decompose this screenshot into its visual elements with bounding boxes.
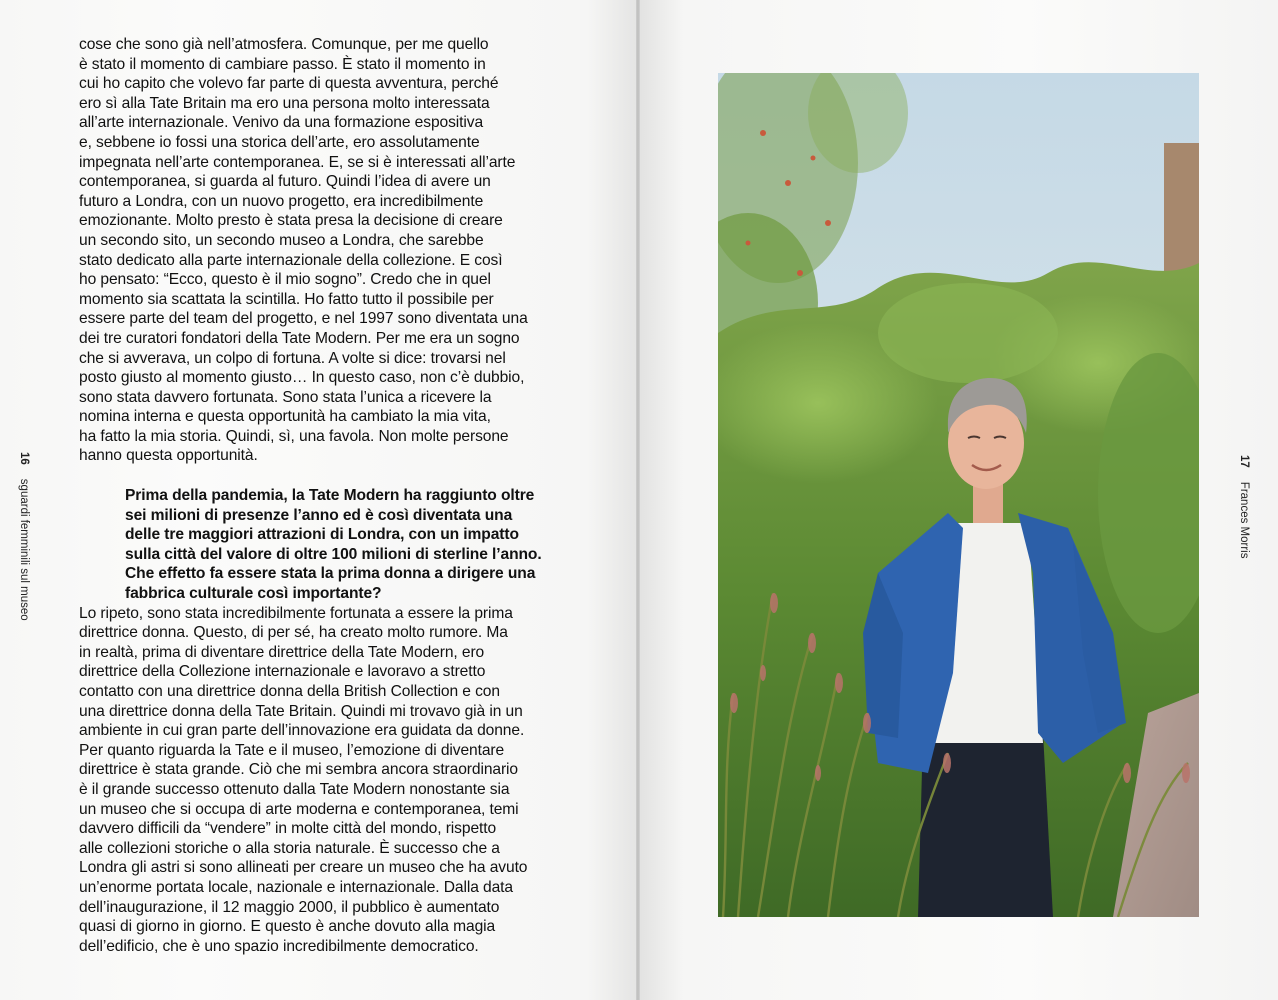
answer-line: direttrice è stata grande. Ciò che mi sembra ancora straordinario [79,761,518,779]
question-line: delle tre maggiori attrazioni di Londra, con un impatto [125,526,519,544]
answer-line: un museo che si occupa di arte moderna e contemporanea, temi [79,800,519,818]
answer-line: ha fatto la mia storia. Quindi, sì, una favola. Non molte persone [79,427,509,445]
answer-line: emozionante. Molto presto è stata presa la decisione di creare [79,212,503,230]
answer-line: hanno questa opportunità. [79,447,258,465]
answer-line: contemporanea, si guarda al futuro. Quindi l’idea di avere un [79,173,491,191]
answer-line: ho pensato: “Ecco, questo è il mio sogno”. Credo che in quel [79,271,491,289]
answer-line: un secondo sito, un secondo museo a Londra, che sarebbe [79,231,484,249]
answer-line: essere parte del team del progetto, e nel 1997 sono diventata una [79,310,528,328]
answer-paragraph-1 [79,35,569,466]
right-running-title: Frances Morris [1238,481,1250,559]
answer-line: Londra gli astri si sono allineati per creare un museo che ha avuto [79,859,528,877]
question-line: sei milioni di presenze l’anno ed è così diventata una [125,506,513,524]
answer-line: una direttrice donna della Tate Britain. Quindi mi trovavo già in un [79,702,523,720]
answer-line: quasi di giorno in giorno. E questo è anche dovuto alla magia [79,918,496,936]
answer-line: dell’inaugurazione, il 12 maggio 2000, il pubblico è aumentato [79,898,500,916]
answer-line: ero sì alla Tate Britain ma ero una persona molto interessata [79,94,490,112]
question-line: Prima della pandemia, la Tate Modern ha raggiunto oltre [125,487,535,505]
answer-line: cose che sono già nell’atmosfera. Comunque, per me quello [79,36,489,53]
right-page [639,0,1278,1000]
left-page-number: 16 [18,452,30,465]
answer-line: è stato il momento di cambiare passo. È stato il momento in [79,55,486,73]
answer-line: che si avverava, un colpo di fortuna. A volte si dice: trovarsi nel [79,349,506,367]
portrait-photo [718,73,1199,917]
interview-question [79,486,569,604]
answer-line: stato dedicato alla parte internazionale della collezione. E così [79,251,503,269]
answer-line: Per quanto riguarda la Tate e il museo, l’emozione di diventare [79,741,505,759]
answer-line: contatto con una direttrice donna della British Collection e con [79,683,500,700]
left-running-title: sguardi femminili sul museo [18,478,30,621]
answer-line: davvero difficili da “vendere” in molte città del mondo, rispetto [79,820,497,838]
answer-line: sono stata davvero fortunata. Sono stata l’unica a ricevere la [79,388,492,406]
answer-line: ambiente in cui gran parte dell’innovazione era guidata da donne. [79,722,525,740]
left-running-head [18,452,30,621]
right-page-number: 17 [1238,455,1250,468]
answer-line: direttrice donna. Questo, di per sé, ha creato molto rumore. Ma [79,624,508,642]
question-line: Che effetto fa essere stata la prima donna a dirigere una [125,565,536,583]
answer-line: un’enorme portata locale, nazionale e internazionale. Dalla data [79,878,513,896]
answer-line: direttrice della Collezione internazionale e lavoravo a stretto [79,663,486,681]
answer-line: nomina interna e questa opportunità ha cambiato la mia vita, [79,408,491,426]
answer-line: dei tre curatori fondatori della Tate Modern. Per me era un sogno [79,329,520,347]
answer-line: cui ho capito che volevo far parte di questa avventura, perché [79,75,499,93]
answer-line: futuro a Londra, con un nuovo progetto, era incredibilmente [79,192,484,210]
answer-line: Lo ripeto, sono stata incredibilmente fortunata a essere la prima [79,604,513,622]
answer-line: dell’edificio, che è uno spazio incredibilmente democratico. [79,937,479,955]
answer-line: posto giusto al momento giusto… In questo caso, non c’è dubbio, [79,369,525,387]
question-line: sulla città del valore di oltre 100 milioni di sterline l’anno. [125,545,542,563]
answer-line: impegnata nell’arte contemporanea. E, se si è interessati all’arte [79,153,516,171]
right-running-head [1238,455,1250,558]
answer-line: all’arte internazionale. Venivo da una formazione espositiva [79,114,484,132]
question-line: fabbrica culturale così importante? [125,585,382,603]
answer-line: e, sebbene io fossi una storica dell’arte, ero assolutamente [79,133,480,151]
answer-line: alle collezioni storiche o alla storia naturale. È successo che a [79,839,500,857]
answer-line: momento sia scattata la scintilla. Ho fatto tutto il possibile per [79,290,494,308]
answer-line: in realtà, prima di diventare direttrice della Tate Modern, ero [79,643,485,661]
left-page [0,0,638,1000]
answer-line: è il grande successo ottenuto dalla Tate Modern nonostante sia [79,780,510,798]
interview-text [79,35,569,956]
book-gutter [636,0,640,1000]
answer-paragraph-2 [79,604,569,957]
